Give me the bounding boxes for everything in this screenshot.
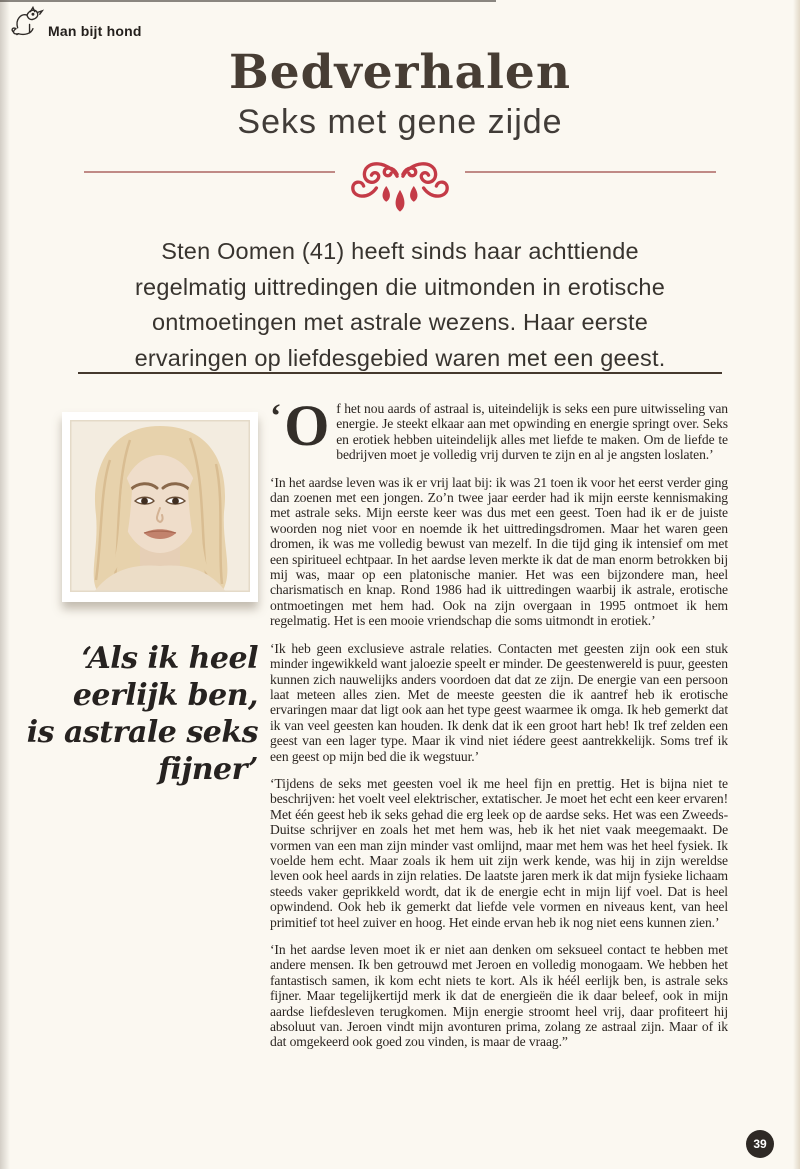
ornament-divider [84, 156, 716, 218]
page-number-badge: 39 [746, 1130, 774, 1158]
article-paragraph-1 [270, 393, 728, 463]
dog-line-art-icon [10, 6, 44, 41]
intro-line: ontmoetingen met astrale wezens. Haar eerste [151, 309, 649, 335]
drop-cap: O [284, 393, 330, 458]
article-body [270, 393, 728, 1062]
opening-quote-mark: ‘ [270, 398, 282, 435]
masthead [10, 6, 142, 41]
scan-shadow-left [0, 0, 10, 1169]
pull-quote-line: is astrale seks [26, 715, 258, 750]
pull-quote-line: eerlijk ben, [72, 678, 258, 713]
scan-edge-top [0, 0, 496, 2]
flourish-ornament-icon [341, 156, 459, 216]
page-title: Bedverhalen [228, 45, 572, 100]
intro-line: regelmatig uittredingen die uitmonden in erotische [135, 273, 665, 300]
paragraph-text: f het nou aards of astraal is, uiteindelijk is seks een pure uitwisseling van energie. Je steekt elkaar aan met opwinding en energie springt over. Seks en erotiek hebben uiteindelijk alles met liefde te maken. Om de liefde te bedrijven moet je volledig vrij durven te zijn en al je angsten loslaten.’ [336, 401, 728, 463]
section-rule [78, 372, 722, 374]
pull-quote-line: ‘Als ik heel [81, 641, 258, 676]
intro-standfirst [90, 234, 710, 376]
divider-line-right [465, 171, 716, 173]
portrait-photo [62, 412, 258, 602]
article-paragraph-5: ‘In het aardse leven moet ik er niet aan denken om seksueel contact te hebben met andere mensen. Ik ben getrouwd met Jeroen en volledig monogaam. We hebben het fantastisch samen, ik kom echt niets te kort. Als ik héél eerlijk ben, is astrale seks fijner. Maar tegelijkertijd merk ik dat de energieën die ik daar beleef, ook in mijn aardse liefdesleven terugkomen. Mijn energie stroomt heel vrij, daar profiteert hij absoluut van. Jeroen vindt mijn avonturen prima, zolang ze astraal zijn. Maar of ik dat omgekeerd ook goed zou vinden, is maar de vraag.” [270, 942, 728, 1050]
section-label: Man bijt hond [48, 23, 142, 39]
article-paragraph-3: ‘Ik heb geen exclusieve astrale relaties. Contacten met geesten zijn ook een stuk minder ingewikkeld want jaloezie speelt er minder. De geestenwereld is puur, geesten kunnen zich nauwelijks anders voordoen dat dat ze zijn. De energie van een persoon laat meteen alles zien. Met de meeste geesten die ik aantref heb ik erotische ervaringen maar dat ligt ook aan het type geest waarmee ik omga. Ik heb gemerkt dat ik van veel geesten kan houden. Ik denk dat ik een groot hart heb! Ik tref zelden een geest van een lager type. Maar ik vind niet iédere geest aantrekkelijk. Soms tref ik een geest op mijn bed die ik wegstuur.’ [270, 640, 728, 764]
divider-line-left [84, 171, 335, 173]
pull-quote [6, 640, 258, 788]
title-block [0, 45, 800, 142]
article-paragraph-4: ‘Tijdens de seks met geesten voel ik me heel fijn en prettig. Het is bijna niet te beschrijven: het voelt veel elektrischer, extatischer. Je moet het echt een keer ervaren! Met één geest heb ik seks gehad die erg leek op de aardse seks. Het was een Zweeds-Duitse schrijver en zoals het met hem was, heb ik het niet vaak meegemaakt. De vormen van een man zijn minder vast omlijnd, maar met hem was het heel fysiek. Ik voelde hem echt. Maar zoals ik hem uit zijn werk kende, was hij in zijn wereldse leven ook heel aards in zijn relaties. De laatste jaren merk ik dat mijn fysieke lichaam steeds vaker geprikkeld wordt, dat ik de energie echt in mijn lijf voel. Dat is heel opwindend. Ook heb ik gemerkt dat liefde vele vormen en niveaus kent, van heel primitief tot heel zuiver en hoog. Het einde ervan heb ik nog niet eens kunnen zien.’ [270, 775, 728, 930]
article-paragraph-2: ‘In het aardse leven was ik er vrij laat bij: ik was 21 toen ik voor het eerst verder ging dan zoenen met een jongen. Zo’n twee jaar eerder had ik mijn eerste kennismaking met astrale seks. Mijn eerste keer was dus met een geest. Toen had ik er de juiste woorden nog niet voor en noemde ik het uittredingsdromen. Maar het waren geen dromen, ik was me volledig bewust van mezelf. In die tijd ging ik intensief om met een spiritueel echtpaar. In het aardse leven merkte ik dat de man enorm betrokken bij mij was, maar op een platonische manier. Het was een bijzondere man, heel charismatisch en knap. Rond 1986 had ik uittredingen waarbij ik astrale, erotische ontmoetingen met hem had. Ook na zijn overgaan in 1995 ontmoet ik hem regelmatig. Het is een mooie vriendschap die soms uitmondt in erotiek.’ [270, 474, 728, 629]
intro-line: ervaringen op liefdesgebied waren met een geest. [134, 344, 666, 371]
page-subtitle: Seks met gene zijde [237, 103, 563, 142]
scan-edge-right [793, 0, 800, 1169]
intro-line: Sten Oomen (41) heeft sinds haar achttiende [161, 238, 639, 264]
pull-quote-line: fijner’ [158, 752, 258, 787]
